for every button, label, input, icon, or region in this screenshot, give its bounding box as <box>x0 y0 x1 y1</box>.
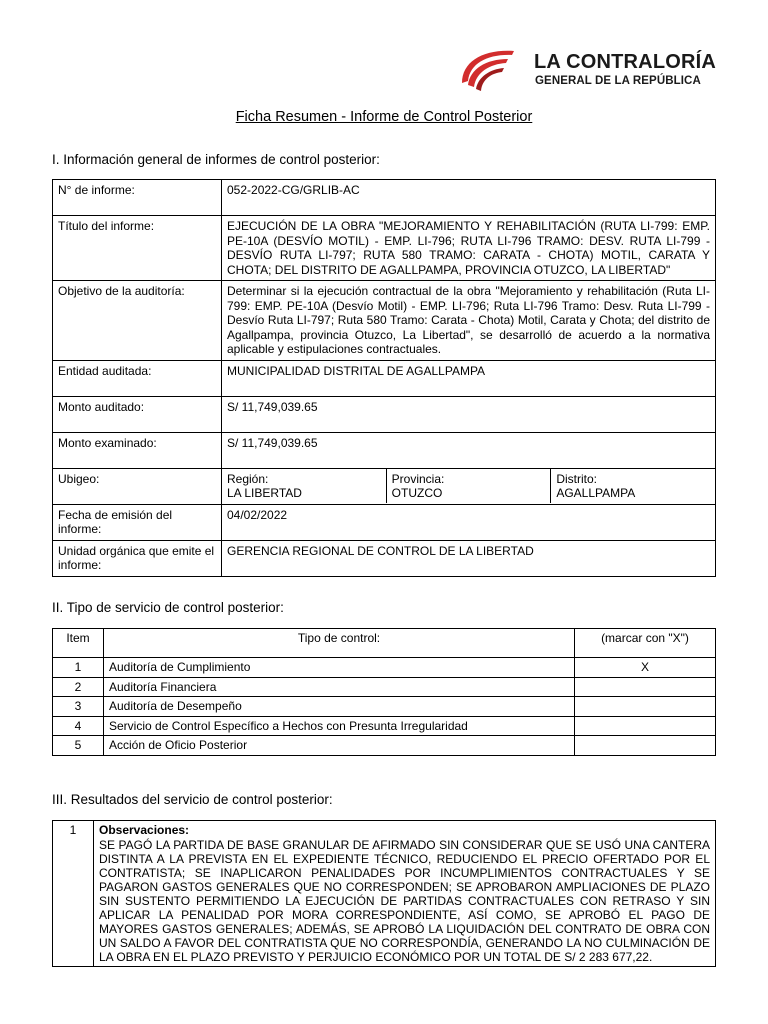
control-type: Servicio de Control Específico a Hechos con Presunta Irregularidad <box>104 716 575 736</box>
item-header: Item <box>53 629 104 658</box>
control-type: Auditoría de Cumplimiento <box>104 658 575 678</box>
provincia-value: OTUZCO <box>391 486 443 500</box>
logo-line2: GENERAL DE LA REPÚBLICA <box>535 75 701 87</box>
issue-date-label: Fecha de emisión del informe: <box>53 504 222 540</box>
table-row <box>53 360 716 396</box>
table-row <box>53 281 716 361</box>
audited-amount-value: S/ 11,749,039.65 <box>222 396 716 432</box>
contraloria-emblem-icon <box>454 45 530 95</box>
audited-amount-label: Monto auditado: <box>53 396 222 432</box>
observations-label: Observaciones: <box>99 823 190 837</box>
item-number: 2 <box>53 677 104 697</box>
mark-cell <box>575 716 716 736</box>
general-info-table <box>52 179 716 577</box>
table-row <box>53 432 716 468</box>
observations-cell <box>94 821 716 967</box>
mark-cell <box>575 736 716 756</box>
table-row <box>53 396 716 432</box>
table-row <box>53 697 716 717</box>
control-type-header: Tipo de control: <box>104 629 575 658</box>
audited-entity-label: Entidad auditada: <box>53 360 222 396</box>
table-row <box>53 216 716 281</box>
control-type: Auditoría de Desempeño <box>104 697 575 717</box>
report-title-label: Título del informe: <box>53 216 222 281</box>
service-type-table <box>52 628 716 756</box>
table-row <box>53 468 716 504</box>
mark-cell <box>575 697 716 717</box>
results-table <box>52 820 716 967</box>
audit-objective-label: Objetivo de la auditoría: <box>53 281 222 361</box>
audit-objective-value: Determinar si la ejecución contractual de la obra "Mejoramiento y rehabilitación (Ruta LI-799: EMP. PE-10A (Desvío Motil) - EMP. LI-796; Ruta LI-796 Tramo: Desv. Ruta LI-799 - Desvío Ruta LI-797; Ruta 580 Tramo: Carata - Chota) Motil, Carata y Chota; del distrito de Agallpampa, provincia Otuzco, La Libertad", se desarrolló de acuerdo a la normativa aplicable y estipulaciones contractuales. <box>222 281 716 361</box>
contraloria-logo <box>454 45 724 95</box>
region-label: Región: <box>227 471 269 486</box>
observations-text: SE PAGÓ LA PARTIDA DE BASE GRANULAR DE AFIRMADO SIN CONSIDERAR QUE SE USÓ UNA CANTERA DISTINTA A LA PREVISTA EN EL EXPEDIENTE TÉCNICO, REDUCIENDO EL PRECIO OFERTADO POR EL CONTRATISTA; SE INAPLICARON PENALIDADES POR INCUMPLIMIENTOS CONTRACTUALES Y SE PAGARON GASTOS GENERALES QUE NO CORRESPONDEN; SE APROBARON AMPLIACIONES DE PLAZO SIN SUSTENTO PERMITIENDO LA EJECUCIÓN DE PARTIDAS CONTRACTUALES CON RETRASO Y SIN APLICAR LA PENALIDAD POR MORA CORRESPONDIENTE, ASÍ COMO, SE APROBÓ EL PAGO DE MAYORES GASTOS GENERALES; ADEMÁS, SE APROBÓ LA LIQUIDACIÓN DEL CONTRATO DE OBRA CON UN SALDO A FAVOR DEL CONTRATISTA QUE NO CORRESPONDÍA, GENERANDO LA NO CULMINACIÓN DE LA OBRA EN EL PLAZO PREVISTO Y PERJUICIO ECONÓMICO POR UN TOTAL DE S/ 2 283 677,22. <box>99 837 710 964</box>
section3-heading: III. Resultados del servicio de control posterior: <box>52 792 333 807</box>
issuing-unit-label: Unidad orgánica que emite el informe: <box>53 540 222 576</box>
report-title-value: EJECUCIÓN DE LA OBRA "MEJORAMIENTO Y REHABILITACIÓN (RUTA LI-799: EMP. PE-10A (DESVÍO MOTIL) - EMP. LI-796; RUTA LI-796 TRAMO: DESV. RUTA LI-799 - DESVÍO RUTA LI-797; RUTA 580 TRAMO: CARATA - CHOTA) MOTIL, CARATA Y CHOTA; DEL DISTRITO DE AGALLPAMPA, PROVINCIA OTUZCO, LA LIBERTAD" <box>222 216 716 281</box>
report-number-label: N° de informe: <box>53 180 222 216</box>
issuing-unit-value: GERENCIA REGIONAL DE CONTROL DE LA LIBERTAD <box>222 540 716 576</box>
examined-amount-label: Monto examinado: <box>53 432 222 468</box>
audited-entity-value: MUNICIPALIDAD DISTRITAL DE AGALLPAMPA <box>222 360 716 396</box>
item-number: 1 <box>53 658 104 678</box>
item-number: 5 <box>53 736 104 756</box>
table-row <box>53 736 716 756</box>
item-number: 3 <box>53 697 104 717</box>
mark-cell: X <box>575 658 716 678</box>
mark-header: (marcar con "X") <box>575 629 716 658</box>
table-row <box>53 540 716 576</box>
ubigeo-cell <box>222 468 716 504</box>
logo-line1: LA CONTRALORÍA <box>534 51 717 73</box>
ubigeo-label: Ubigeo: <box>53 468 222 504</box>
mark-cell <box>575 677 716 697</box>
section1-heading: I. Información general de informes de control posterior: <box>52 152 380 167</box>
table-row <box>53 716 716 736</box>
examined-amount-value: S/ 11,749,039.65 <box>222 432 716 468</box>
control-type: Acción de Oficio Posterior <box>104 736 575 756</box>
region-value: LA LIBERTAD <box>227 486 302 500</box>
table-header-row <box>53 629 716 658</box>
provincia-label: Provincia: <box>391 471 445 486</box>
table-row <box>53 677 716 697</box>
report-number-value: 052-2022-CG/GRLIB-AC <box>222 180 716 216</box>
ubigeo-distrito <box>550 469 715 503</box>
table-row <box>53 658 716 678</box>
ubigeo-provincia <box>386 469 551 503</box>
item-number: 4 <box>53 716 104 736</box>
section2-heading: II. Tipo de servicio de control posterior: <box>52 600 284 615</box>
ubigeo-region <box>222 469 386 503</box>
distrito-label: Distrito: <box>556 471 598 486</box>
issue-date-value: 04/02/2022 <box>222 504 716 540</box>
page-title: Ficha Resumen - Informe de Control Posterior <box>235 109 533 125</box>
table-row <box>53 821 716 967</box>
table-row <box>53 504 716 540</box>
result-item-number: 1 <box>53 821 94 967</box>
control-type: Auditoría Financiera <box>104 677 575 697</box>
table-row <box>53 180 716 216</box>
distrito-value: AGALLPAMPA <box>556 486 636 500</box>
